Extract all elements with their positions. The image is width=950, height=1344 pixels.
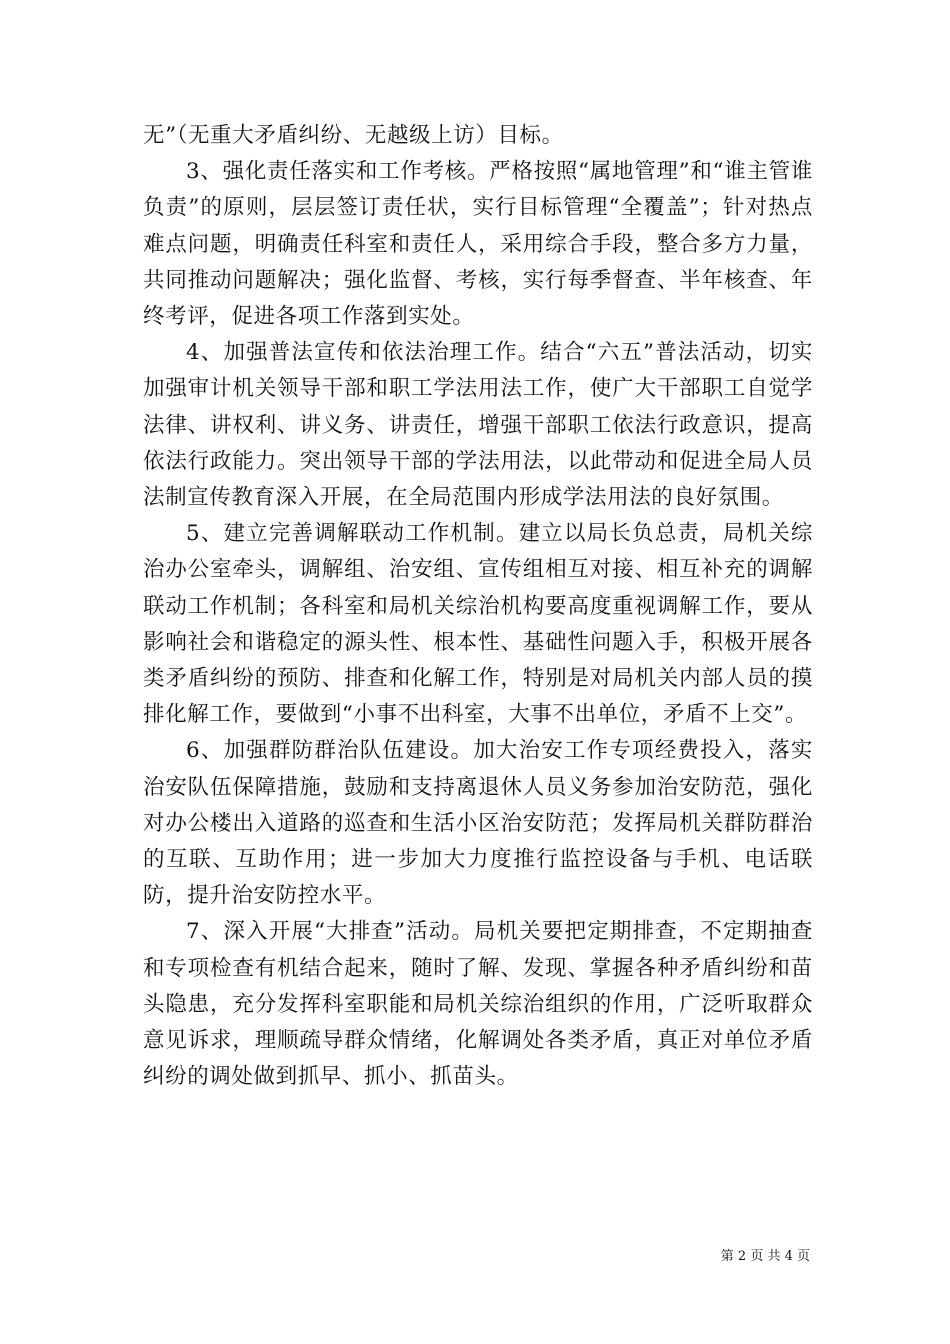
paragraph-3: 4、加强普法宣传和依法治理工作。结合“六五”普法活动，切实加强审计机关领导干部和职工学法用法工作，使广大干部职工自觉学法律、讲权利、讲义务、讲责任，增强干部职工依法行政意识，提高依法行政能力。突出领导干部的学法用法，以此带动和促进全局人员法制宣传教育深入开展，在全局范围内形成学法用法的良好氛围。 <box>143 340 813 511</box>
document-body <box>143 118 813 1095</box>
paragraph-2: 3、强化责任落实和工作考核。严格按照“属地管理”和“谁主管谁负责”的原则，层层签订责任状，实行目标管理“全覆盖”；针对热点难点问题，明确责任科室和责任人，采用综合手段，整合多方力量，共同推动问题解决；强化监督、考核，实行每季督查、半年核查、年终考评，促进各项工作落到实处。 <box>143 159 813 330</box>
paragraph-6: 7、深入开展“大排查”活动。局机关要把定期排查，不定期抽查和专项检查有机结合起来，随时了解、发现、掌握各种矛盾纠纷和苗头隐患，充分发挥科室职能和局机关综治组织的作用，广泛听取群众意见诉求，理顺疏导群众情绪，化解调处各类矛盾，真正对单位矛盾纠纷的调处做到抓早、抓小、抓苗头。 <box>143 919 813 1090</box>
page-number-footer: 第 2 页 共 4 页 <box>720 1249 810 1264</box>
paragraph-5: 6、加强群防群治队伍建设。加大治安工作专项经费投入，落实治安队伍保障措施，鼓励和支持离退休人员义务参加治安防范，强化对办公楼出入道路的巡查和生活小区治安防范；发挥局机关群防群治的互联、互助作用；进一步加大力度推行监控设备与手机、电话联防，提升治安防控水平。 <box>143 738 813 909</box>
paragraph-4: 5、建立完善调解联动工作机制。建立以局长负总责，局机关综治办公室牵头，调解组、治安组、宣传组相互对接、相互补充的调解联动工作机制；各科室和局机关综治机构要高度重视调解工作，要从影响社会和谐稳定的源头性、根本性、基础性问题入手，积极开展各类矛盾纠纷的预防、排查和化解工作，特别是对局机关内部人员的摸排化解工作，要做到“小事不出科室，大事不出单位，矛盾不上交”。 <box>143 521 813 728</box>
paragraph-1: 无”（无重大矛盾纠纷、无越级上访）目标。 <box>143 123 564 148</box>
